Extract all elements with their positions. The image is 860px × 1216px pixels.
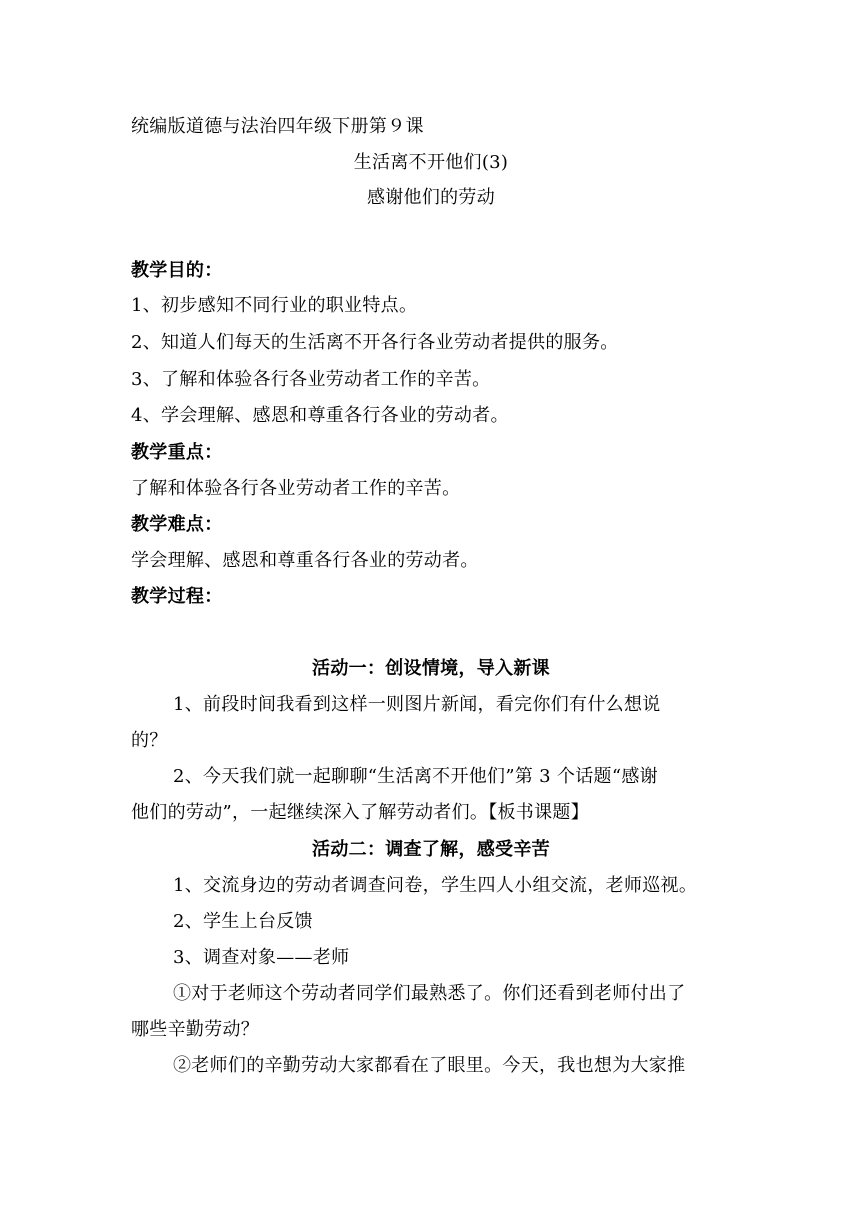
difficulties-heading: 教学难点： (131, 514, 223, 535)
activity1-paragraph: 的？ (131, 730, 168, 751)
lesson-subtitle: 感谢他们的劳动 (366, 187, 496, 208)
activity2-paragraph: 1、交流身边的劳动者调查问卷，学生四人小组交流，老师巡视。 (173, 875, 698, 896)
activity2-paragraph: 3、调查对象——老师 (173, 947, 350, 968)
process-heading: 教学过程： (131, 586, 223, 607)
activity1-heading: 活动一：创设情境，导入新课 (312, 658, 550, 679)
objective-item: 3、了解和体验各行各业劳动者工作的辛苦。 (131, 369, 491, 390)
activity2-paragraph: 2、学生上台反馈 (173, 911, 313, 932)
activity1-paragraph: 2、今天我们就一起聊聊“生活离不开他们”第 3 个话题“感谢 (173, 766, 658, 787)
activity2-paragraph: 哪些辛勤劳动？ (131, 1019, 260, 1040)
activity2-paragraph: ②老师们的辛勤劳动大家都看在了眼里。今天，我也想为大家推 (173, 1055, 686, 1076)
activity1-paragraph: 他们的劳动”，一起继续深入了解劳动者们。【板书课题】 (131, 802, 589, 823)
course-line: 统编版道德与法治四年级下册第９课 (131, 116, 424, 137)
objectives-heading: 教学目的： (131, 260, 223, 281)
key-points-heading: 教学重点： (131, 442, 223, 463)
activity2-paragraph: ①对于老师这个劳动者同学们最熟悉了。你们还看到老师付出了 (173, 983, 686, 1004)
objective-item: 2、知道人们每天的生活离不开各行各业劳动者提供的服务。 (131, 332, 619, 353)
objective-item: 1、初步感知不同行业的职业特点。 (131, 295, 418, 316)
activity1-paragraph: 1、前段时间我看到这样一则图片新闻，看完你们有什么想说 (173, 694, 661, 715)
difficulties-text: 学会理解、感恩和尊重各行各业的劳动者。 (131, 550, 479, 571)
lesson-title: 生活离不开他们(3) (353, 152, 509, 173)
key-points-text: 了解和体验各行各业劳动者工作的辛苦。 (131, 478, 461, 499)
objective-item: 4、学会理解、感恩和尊重各行各业的劳动者。 (131, 405, 509, 426)
activity2-heading: 活动二：调查了解，感受辛苦 (312, 839, 550, 860)
